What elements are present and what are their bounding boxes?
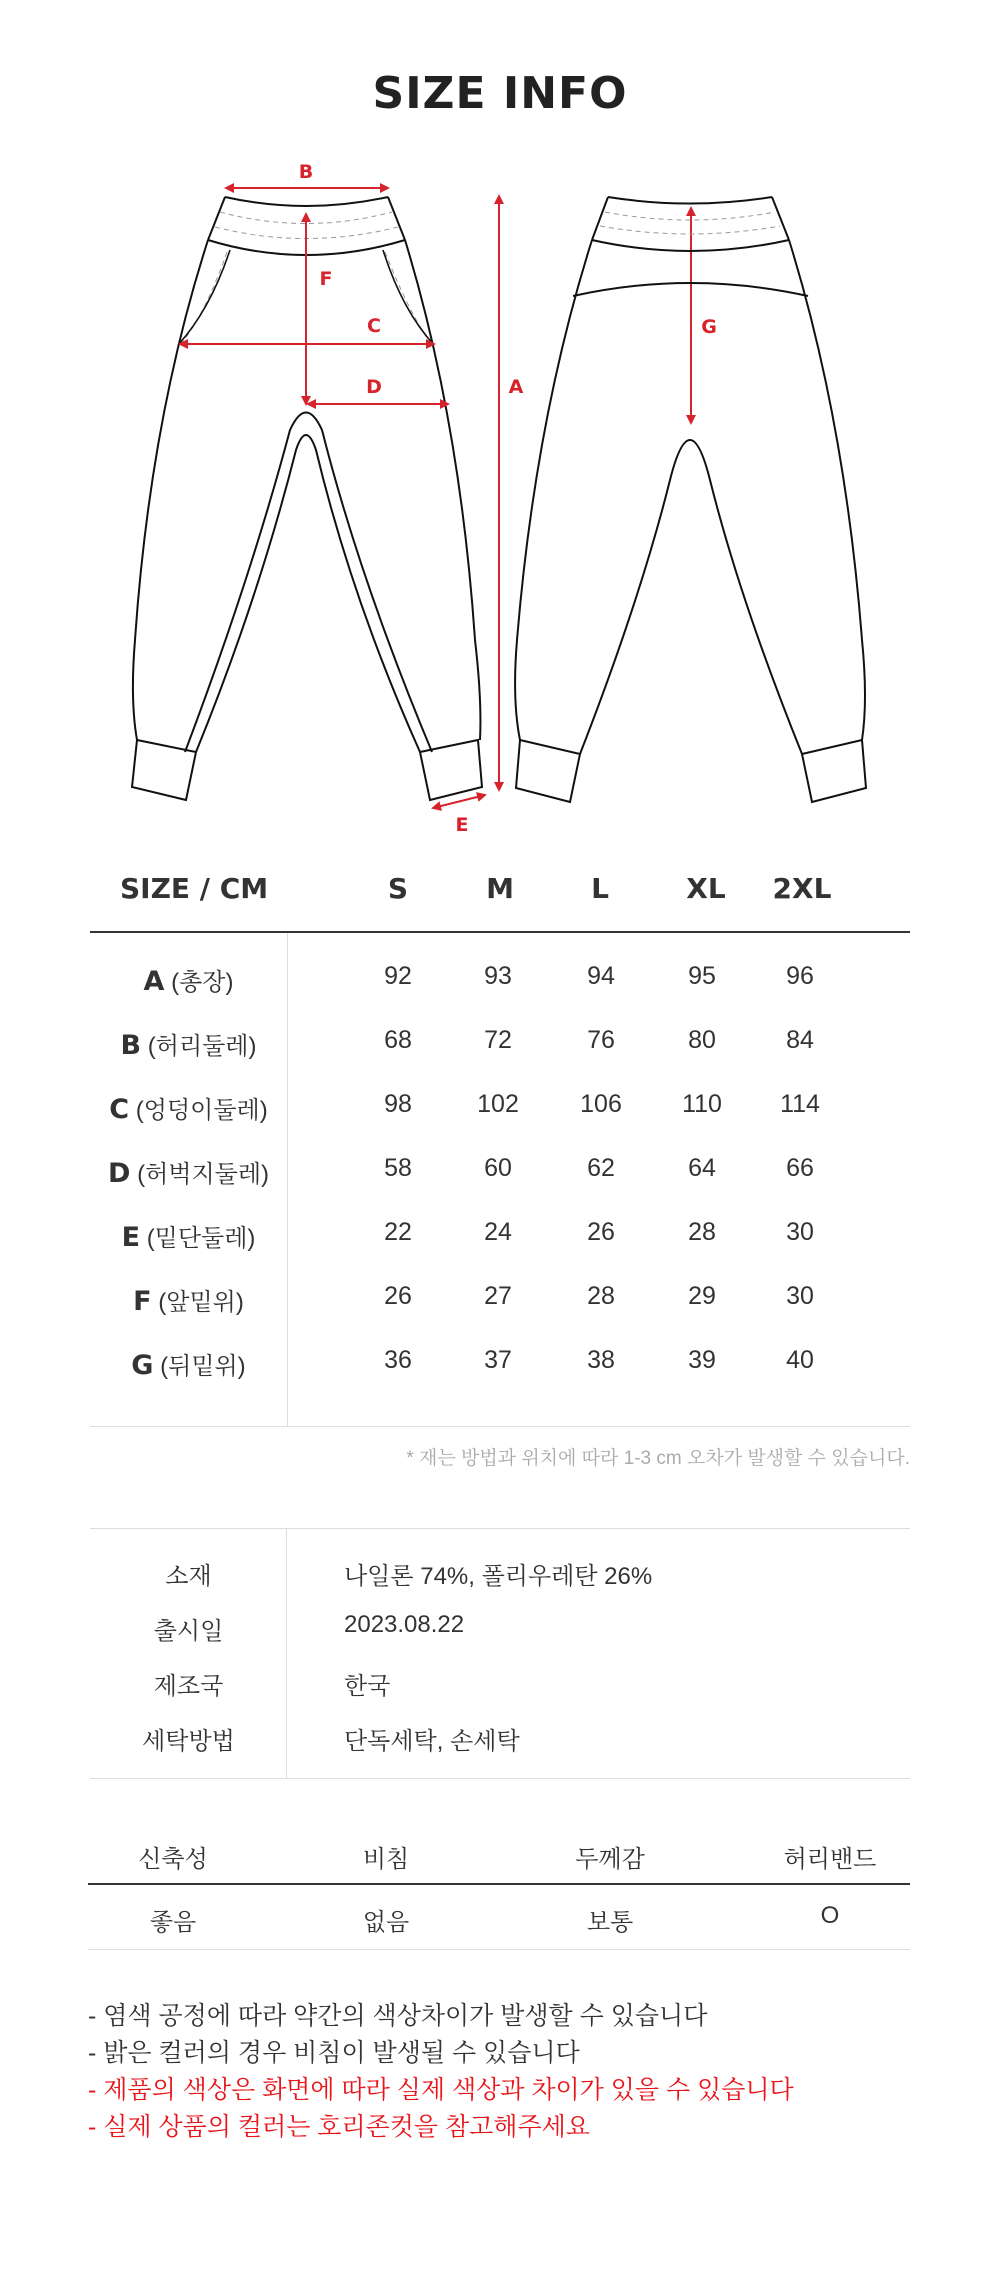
note-screen-color: - 제품의 색상은 화면에 따라 실제 색상과 차이가 있을 수 있습니다 — [88, 2076, 794, 2104]
size-row-b — [0, 1026, 1000, 1066]
size-row-e — [0, 1218, 1000, 1258]
size-row-d — [0, 1154, 1000, 1194]
cell: 24 — [484, 1218, 512, 1246]
feature-header-thickness: 두께감 — [575, 1846, 645, 1873]
cell: 62 — [587, 1154, 615, 1182]
cell: 114 — [780, 1090, 820, 1118]
label-d: D — [366, 376, 382, 398]
feature-value-thickness: 보통 — [586, 1909, 634, 1936]
label-f: F — [319, 268, 333, 290]
cell: 110 — [682, 1090, 722, 1118]
info-value: 나일론 74%, 폴리우레탄 26% — [344, 1563, 653, 1590]
cell: 64 — [688, 1154, 716, 1182]
feature-value-sheerness: 없음 — [362, 1909, 410, 1936]
feature-value-stretch: 좋음 — [149, 1909, 197, 1936]
feature-value-waistband: O — [820, 1902, 840, 1929]
cell: 93 — [484, 962, 512, 990]
info-table-bottom-divider — [90, 1778, 910, 1779]
cell: 68 — [384, 1026, 412, 1054]
info-label: 제조국 — [153, 1673, 224, 1700]
row-label: F (앞밑위) — [133, 1286, 244, 1317]
size-row-a — [0, 962, 1000, 1002]
info-label: 세탁방법 — [142, 1728, 235, 1755]
size-unit-label: SIZE / CM — [120, 872, 269, 905]
note-sheerness: - 밝은 컬러의 경우 비침이 발생될 수 있습니다 — [88, 2039, 580, 2067]
cell: 22 — [384, 1218, 412, 1246]
size-table-top-divider — [90, 931, 910, 933]
cell: 95 — [688, 962, 716, 990]
label-e: E — [455, 814, 469, 836]
info-label: 출시일 — [153, 1618, 224, 1645]
cell: 37 — [484, 1346, 512, 1374]
cell: 26 — [587, 1218, 615, 1246]
size-row-f — [0, 1282, 1000, 1322]
feature-header-waistband: 허리밴드 — [783, 1846, 877, 1873]
info-value: 2023.08.22 — [344, 1611, 465, 1638]
cell: 106 — [580, 1090, 622, 1118]
label-b: B — [298, 161, 314, 183]
row-label: D (허벅지둘레) — [108, 1158, 269, 1189]
size-col-m: M — [486, 872, 514, 905]
size-col-l: L — [591, 872, 609, 905]
label-a: A — [508, 376, 524, 398]
cell: 26 — [384, 1282, 412, 1310]
note-dyeing: - 염색 공정에 따라 약간의 색상차이가 발생할 수 있습니다 — [88, 2002, 708, 2030]
cell: 30 — [786, 1218, 814, 1246]
feature-table-divider — [88, 1883, 910, 1885]
size-table-bottom-divider — [90, 1426, 910, 1427]
cell: 96 — [786, 962, 814, 990]
cell: 102 — [477, 1090, 519, 1118]
cell: 30 — [786, 1282, 814, 1310]
cell: 80 — [688, 1026, 716, 1054]
size-row-g — [0, 1346, 1000, 1386]
cell: 28 — [688, 1218, 716, 1246]
cell: 38 — [587, 1346, 615, 1374]
cell: 84 — [786, 1026, 814, 1054]
size-row-c — [0, 1090, 1000, 1130]
cell: 98 — [384, 1090, 412, 1118]
pants-measurement-diagram — [0, 150, 1000, 850]
info-table-top-divider — [90, 1528, 910, 1529]
size-col-xl: XL — [686, 872, 726, 905]
row-label: B (허리둘레) — [120, 1030, 257, 1061]
cell: 40 — [786, 1346, 814, 1374]
cell: 94 — [587, 962, 615, 990]
label-c: C — [367, 315, 381, 337]
size-col-2xl: 2XL — [772, 872, 832, 905]
row-label: A (총장) — [143, 966, 234, 997]
info-value: 한국 — [344, 1673, 391, 1700]
note-horizon-cut: - 실제 상품의 컬러는 호리존컷을 참고해주세요 — [88, 2113, 590, 2141]
info-label: 소재 — [165, 1563, 212, 1590]
cell: 36 — [384, 1346, 412, 1374]
size-col-s: S — [387, 872, 409, 905]
cell: 92 — [384, 962, 412, 990]
cell: 27 — [484, 1282, 512, 1310]
cell: 39 — [688, 1346, 716, 1374]
size-table-header — [0, 868, 1000, 912]
feature-header-stretch: 신축성 — [138, 1846, 208, 1873]
row-label: E (밑단둘레) — [121, 1222, 256, 1253]
row-label: G (뒤밑위) — [131, 1350, 246, 1381]
cell: 58 — [384, 1154, 412, 1182]
cell: 72 — [484, 1026, 512, 1054]
page-title: SIZE INFO — [372, 68, 628, 119]
cell: 66 — [786, 1154, 814, 1182]
label-g: G — [701, 316, 717, 338]
cell: 28 — [587, 1282, 615, 1310]
measurement-note: * 재는 방법과 위치에 따라 1-3 cm 오차가 발생할 수 있습니다. — [406, 1448, 910, 1469]
row-label: C (엉덩이둘레) — [109, 1094, 268, 1125]
feature-header-sheerness: 비침 — [362, 1846, 410, 1873]
cell: 60 — [484, 1154, 512, 1182]
cell: 29 — [688, 1282, 716, 1310]
info-value: 단독세탁, 손세탁 — [344, 1728, 520, 1755]
feature-table-bottom-divider — [88, 1949, 910, 1950]
cell: 76 — [587, 1026, 615, 1054]
